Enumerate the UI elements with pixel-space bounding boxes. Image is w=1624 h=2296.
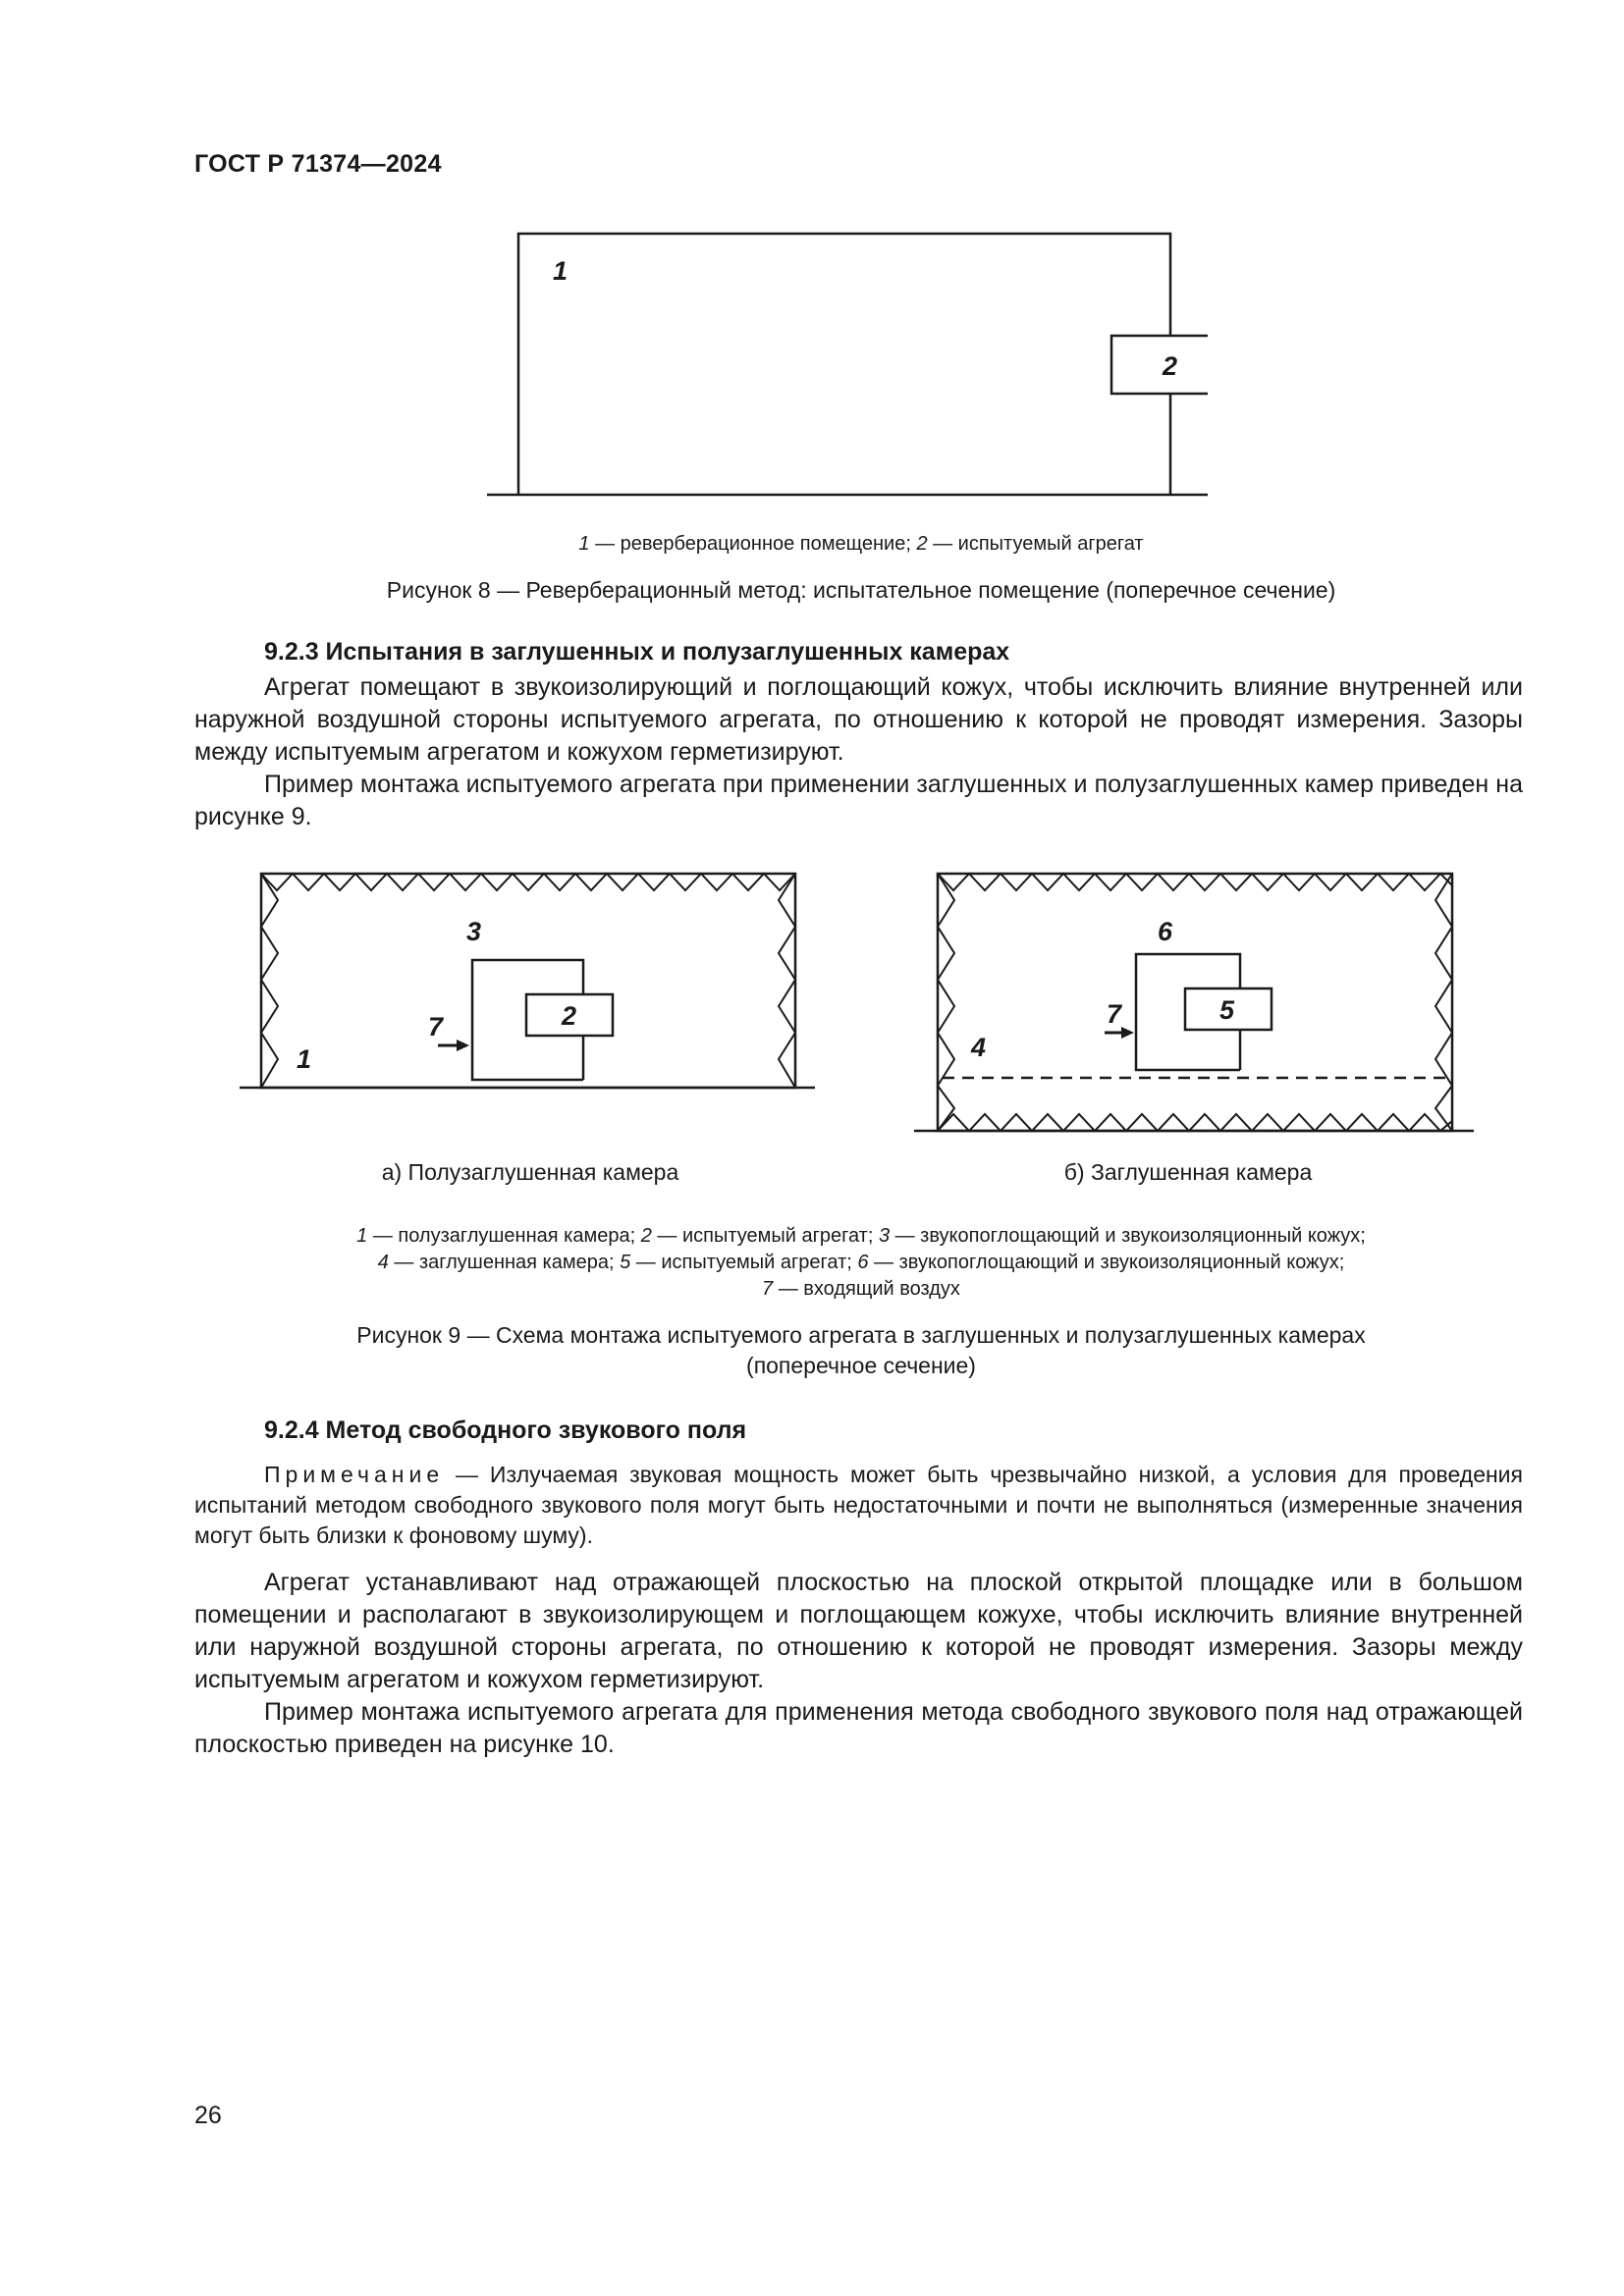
section-924-heading: 9.2.4 Метод свободного звукового поля (264, 1416, 747, 1444)
chamber-outline (261, 874, 795, 1088)
chamber-label: 4 (971, 1033, 987, 1062)
figure-9b-caption: б) Заглушенная камера (1063, 1159, 1313, 1185)
section-923-paragraph-2: Пример монтажа испытуемого агрегата при применении заглушенных и полузаглушенных камер приведен на рисунке 9. (194, 771, 1523, 830)
figure-9-legend-line-1: 1 — полузаглушенная камера; 2 — испытуемый агрегат; 3 — звукопоглощающий и звукоизоляционный кожух; (356, 1225, 1366, 1247)
inlet-label: 7 (1107, 999, 1122, 1029)
note-label: Примечание (264, 1462, 445, 1487)
figure-9-legend (49, 1223, 1624, 1303)
enclosure-label: 6 (1158, 917, 1173, 946)
unit-label: 2 (1163, 351, 1178, 381)
figure-9a-caption: а) Полузаглушенная камера (381, 1159, 679, 1185)
figure-9b-diagram (908, 864, 1478, 1141)
left-wall-absorber (261, 874, 278, 1088)
figure-8-title: Рисунок 8 — Реверберационный метод: испытательное помещение (поперечное сечение) (386, 577, 1336, 603)
chamber-label: 1 (297, 1044, 312, 1074)
section-924-paragraph-2: Пример монтажа испытуемого агрегата для применения метода свободного звукового поля над отражающей плоскостью приведен на рисунке 10. (194, 1698, 1523, 1758)
floor-absorber (938, 1114, 1452, 1131)
section-923-heading: 9.2.3 Испытания в заглушенных и полузаглушенных камерах (264, 638, 1010, 666)
section-923-paragraph-1: Агрегат помещают в звукоизолирующий и поглощающий кожух, чтобы исключить влияние внутренней или наружной воздушной стороны испытуемого агрегата, по отношению к которой не проводят измерения. Зазоры между испытуемым агрегатом и кожухом герметизируют. (194, 673, 1523, 766)
inlet-arrow-head (1121, 1027, 1134, 1039)
right-wall-absorber (1435, 874, 1452, 1131)
unit-label: 2 (562, 1001, 577, 1031)
figure-9-title (49, 1320, 1624, 1381)
note-text: — Излучаемая звуковая мощность может быть чрезвычайно низкой, а условия для проведения испытаний методом свободного звукового поля могут быть недостаточными и почти не выполняться (измеренные значения могут быть близки к фоновому шуму). (194, 1462, 1523, 1548)
unit-label: 5 (1219, 995, 1235, 1025)
figure-9-legend-line-2: 4 — заглушенная камера; 5 — испытуемый агрегат; 6 — звукопоглощающий и звукоизоляционный кожух; (377, 1252, 1345, 1273)
figure-9-legend-line-3: 7 — входящий воздух (762, 1278, 960, 1300)
inlet-label: 7 (428, 1012, 444, 1041)
page-number: 26 (194, 2102, 222, 2129)
section-924-note (194, 1460, 1523, 1551)
ceiling-absorber (261, 874, 795, 890)
figure-9-title-line-1: Рисунок 9 — Схема монтажа испытуемого агрегата в заглушенных и полузаглушенных камерах (356, 1322, 1366, 1348)
figure-9a-diagram (236, 864, 825, 1099)
inlet-arrow-head (457, 1040, 469, 1051)
figure-8-diagram (481, 226, 1208, 501)
left-wall-absorber (938, 874, 954, 1131)
section-924-paragraph-1: Агрегат устанавливают над отражающей плоскостью на плоской открытой площадке или в большом помещении и располагают в звукоизолирующем и поглощающем кожухе, чтобы исключить влияние внутренней или наружной воздушной стороны агрегата, по отношению к которой не проводят измерения. Зазоры между испытуемым агрегатом и кожухом герметизируют. (194, 1569, 1523, 1693)
figure-8-legend: 1 — реверберационное помещение; 2 — испытуемый агрегат (578, 533, 1144, 555)
unit-box (1111, 336, 1208, 394)
enclosure-label: 3 (466, 917, 482, 946)
room-outline (518, 234, 1170, 495)
ceiling-absorber (938, 874, 1452, 890)
figure-9-title-line-2: (поперечное сечение) (746, 1353, 976, 1378)
room-label: 1 (553, 256, 568, 286)
document-id: ГОСТ Р 71374—2024 (194, 150, 442, 178)
right-wall-absorber (779, 874, 795, 1088)
